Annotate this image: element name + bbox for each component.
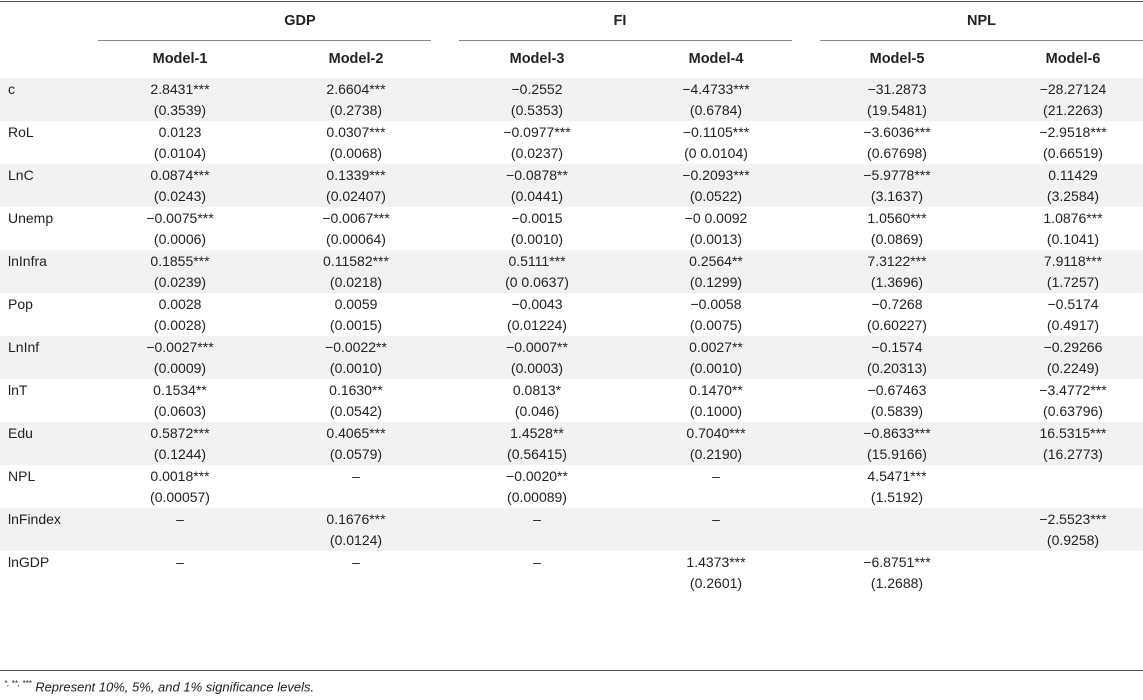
group-underline-npl	[820, 40, 1143, 41]
coefficient-value: −0.7268	[871, 296, 923, 312]
standard-error: (21.2263)	[1043, 101, 1103, 118]
variable-label: LnC	[8, 167, 34, 183]
standard-error: (0.67698)	[867, 144, 927, 161]
coefficient-cell	[641, 552, 791, 593]
footnote-text: Represent 10%, 5%, and 1% significance levels.	[31, 679, 315, 695]
coefficient-value: −0.0058	[690, 296, 742, 312]
standard-error: (0.1244)	[153, 445, 207, 462]
coefficient-cell	[998, 79, 1143, 120]
coefficient-cell	[462, 380, 612, 421]
coefficient-value: 0.4065***	[326, 425, 386, 441]
standard-error: (0.0579)	[329, 445, 383, 462]
coefficient-value: −0.0075***	[146, 210, 214, 226]
standard-error: (0.01224)	[507, 316, 567, 333]
coefficient-cell	[998, 294, 1143, 335]
standard-error: (0.0243)	[153, 187, 207, 204]
coefficient-cell	[641, 165, 791, 206]
coefficient-value: 0.0059	[334, 296, 378, 312]
coefficient-cell	[641, 122, 791, 163]
coefficient-value: 0.5872***	[150, 425, 210, 441]
standard-error: (0.1041)	[1046, 230, 1100, 247]
standard-error: (0.0003)	[510, 359, 564, 376]
table-footnote	[4, 679, 314, 694]
coefficient-cell	[998, 165, 1143, 206]
coefficient-cell	[641, 380, 791, 421]
coefficient-cell	[105, 165, 255, 206]
standard-error: (0.0124)	[329, 531, 383, 548]
standard-error: (0.20313)	[867, 359, 927, 376]
coefficient-value: −0.0027***	[146, 339, 214, 355]
coefficient-value: −0.0007**	[506, 339, 568, 355]
coefficient-cell	[105, 79, 255, 120]
variable-label: Edu	[8, 425, 33, 441]
coefficient-cell	[281, 337, 431, 378]
standard-error: (1.3696)	[870, 273, 924, 290]
coefficient-value: –	[712, 511, 720, 527]
standard-error: (0 0.0637)	[505, 273, 569, 290]
coefficient-value: −0.0043	[511, 296, 563, 312]
coefficient-cell	[641, 79, 791, 120]
significance-marks: *, **, ***	[4, 679, 32, 688]
standard-error: (0.56415)	[507, 445, 567, 462]
coefficient-value: −0.0022**	[325, 339, 387, 355]
coefficient-cell	[281, 122, 431, 163]
standard-error: (0.046)	[514, 402, 560, 419]
coefficient-value: 2.8431***	[150, 81, 210, 97]
model-header: Model-1	[152, 51, 208, 67]
coefficient-cell	[105, 294, 255, 335]
standard-error: (0.0010)	[510, 230, 564, 247]
standard-error: (0.1000)	[689, 402, 743, 419]
standard-error: (0.02407)	[326, 187, 386, 204]
coefficient-value: −0.0977***	[503, 124, 571, 140]
variable-label: lnT	[8, 382, 28, 398]
coefficient-value: −0.29266	[1043, 339, 1103, 355]
standard-error: (0.0075)	[689, 316, 743, 333]
standard-error: (3.1637)	[870, 187, 924, 204]
coefficient-value: 2.6604***	[326, 81, 386, 97]
coefficient-value: −0.0020**	[506, 468, 568, 484]
coefficient-value: –	[176, 511, 184, 527]
coefficient-cell	[822, 165, 972, 206]
coefficient-cell	[998, 122, 1143, 163]
coefficient-cell	[105, 466, 255, 507]
coefficient-value: −2.9518***	[1039, 124, 1107, 140]
standard-error: (0.0218)	[329, 273, 383, 290]
variable-label: NPL	[8, 468, 36, 484]
coefficient-cell	[105, 122, 255, 163]
coefficient-value: 0.1676***	[326, 511, 386, 527]
coefficient-cell	[281, 466, 431, 487]
coefficient-value: −5.9778***	[863, 167, 931, 183]
standard-error: (0.2738)	[329, 101, 383, 118]
variable-label: Unemp	[8, 210, 54, 226]
coefficient-cell	[998, 423, 1143, 464]
coefficient-cell	[998, 208, 1143, 249]
coefficient-value: 0.0028	[158, 296, 202, 312]
standard-error: (15.9166)	[867, 445, 927, 462]
coefficient-value: −0.1574	[871, 339, 923, 355]
coefficient-cell	[822, 294, 972, 335]
coefficient-cell	[105, 509, 255, 530]
coefficient-value: 0.0123	[158, 124, 202, 140]
coefficient-value: 0.0307***	[326, 124, 386, 140]
coefficient-value: −0.67463	[867, 382, 927, 398]
coefficient-cell	[462, 294, 612, 335]
group-underline-fi	[459, 40, 792, 41]
coefficient-cell	[105, 552, 255, 573]
coefficient-value: −2.5523***	[1039, 511, 1107, 527]
coefficient-cell	[998, 509, 1143, 550]
coefficient-cell	[641, 251, 791, 292]
table-bottom-rule	[0, 670, 1143, 671]
coefficient-value: 0.11582***	[323, 253, 389, 269]
standard-error: (0.3539)	[153, 101, 207, 118]
standard-error: (0.0522)	[689, 187, 743, 204]
coefficient-value: 0.0813*	[512, 382, 562, 398]
coefficient-value: –	[352, 554, 360, 570]
standard-error: (0.00064)	[326, 230, 386, 247]
coefficient-cell	[641, 423, 791, 464]
coefficient-cell	[281, 251, 431, 292]
standard-error: (0.00057)	[150, 488, 210, 505]
coefficient-value: 0.1470**	[689, 382, 743, 398]
model-header: Model-2	[328, 51, 384, 67]
coefficient-cell	[105, 423, 255, 464]
coefficient-value: 0.0874***	[150, 167, 210, 183]
coefficient-cell	[998, 337, 1143, 378]
coefficient-value: 16.5315***	[1039, 425, 1107, 441]
coefficient-value: −3.4772***	[1039, 382, 1107, 398]
coefficient-cell	[281, 294, 431, 335]
variable-label: c	[8, 81, 15, 97]
variable-label: lnGDP	[8, 554, 50, 570]
variable-label: LnInf	[8, 339, 40, 355]
coefficient-value: 1.0560***	[867, 210, 927, 226]
coefficient-cell	[641, 294, 791, 335]
model-header: Model-6	[1045, 51, 1101, 67]
coefficient-value: –	[533, 554, 541, 570]
coefficient-cell	[822, 251, 972, 292]
coefficient-value: –	[712, 468, 720, 484]
group-header-npl: NPL	[967, 13, 996, 29]
coefficient-value: −6.8751***	[863, 554, 931, 570]
coefficient-value: −28.27124	[1039, 81, 1107, 97]
coefficient-cell	[462, 251, 612, 292]
standard-error: (3.2584)	[1046, 187, 1100, 204]
coefficient-value: 0.0018***	[150, 468, 210, 484]
coefficient-value: –	[352, 468, 360, 484]
coefficient-cell	[462, 423, 612, 464]
coefficient-value: –	[176, 554, 184, 570]
standard-error: (0.0869)	[870, 230, 924, 247]
standard-error: (16.2773)	[1043, 445, 1103, 462]
standard-error: (0.60227)	[867, 316, 927, 333]
coefficient-value: 0.1855***	[150, 253, 210, 269]
standard-error: (1.5192)	[870, 488, 924, 505]
coefficient-cell	[822, 552, 972, 593]
standard-error: (19.5481)	[867, 101, 927, 118]
model-header: Model-3	[509, 51, 565, 67]
coefficient-cell	[462, 552, 612, 573]
coefficient-value: −0.5174	[1047, 296, 1099, 312]
coefficient-cell	[281, 380, 431, 421]
coefficient-cell	[105, 337, 255, 378]
coefficient-value: −31.2873	[867, 81, 927, 97]
coefficient-cell	[998, 380, 1143, 421]
standard-error: (0.0010)	[689, 359, 743, 376]
coefficient-value: −0.8633***	[863, 425, 931, 441]
standard-error: (0.6784)	[689, 101, 743, 118]
standard-error: (0.0441)	[510, 187, 564, 204]
standard-error: (0.0603)	[153, 402, 207, 419]
coefficient-value: 0.1339***	[326, 167, 386, 183]
coefficient-value: 7.9118***	[1043, 253, 1103, 269]
coefficient-value: −3.6036***	[863, 124, 931, 140]
coefficient-value: 0.1630**	[329, 382, 383, 398]
coefficient-cell	[462, 122, 612, 163]
coefficient-cell	[462, 165, 612, 206]
standard-error: (0.9258)	[1046, 531, 1100, 548]
coefficient-value: −0.0067***	[322, 210, 390, 226]
coefficient-cell	[281, 552, 431, 573]
standard-error: (0.63796)	[1043, 402, 1103, 419]
standard-error: (0.0237)	[510, 144, 564, 161]
coefficient-cell	[998, 251, 1143, 292]
coefficient-cell	[822, 208, 972, 249]
standard-error: (0.2249)	[1046, 359, 1100, 376]
standard-error: (0.0006)	[153, 230, 207, 247]
coefficient-value: 1.4373***	[686, 554, 746, 570]
coefficient-value: 4.5471***	[867, 468, 927, 484]
coefficient-value: –	[533, 511, 541, 527]
coefficient-cell	[822, 337, 972, 378]
coefficient-value: 0.0027**	[689, 339, 743, 355]
standard-error: (0.0542)	[329, 402, 383, 419]
coefficient-cell	[641, 208, 791, 249]
coefficient-cell	[641, 337, 791, 378]
standard-error: (0.1299)	[689, 273, 743, 290]
coefficient-value: −0 0.0092	[684, 210, 748, 226]
coefficient-value: −0.2552	[511, 81, 563, 97]
coefficient-cell	[105, 208, 255, 249]
standard-error: (0.5839)	[870, 402, 924, 419]
coefficient-value: 7.3122***	[867, 253, 927, 269]
standard-error: (0.0104)	[153, 144, 207, 161]
coefficient-value: −0.2093***	[682, 167, 750, 183]
model-header: Model-4	[688, 51, 744, 67]
coefficient-cell	[462, 208, 612, 249]
coefficient-cell	[281, 509, 431, 550]
coefficient-value: −0.0015	[511, 210, 563, 226]
coefficient-cell	[281, 423, 431, 464]
coefficient-cell	[822, 466, 972, 507]
coefficient-value: 1.4528**	[510, 425, 564, 441]
coefficient-cell	[822, 423, 972, 464]
coefficient-cell	[462, 79, 612, 120]
coefficient-cell	[641, 466, 791, 487]
table-top-rule	[0, 1, 1143, 2]
coefficient-value: −0.0878**	[506, 167, 568, 183]
coefficient-cell	[822, 122, 972, 163]
coefficient-cell	[105, 380, 255, 421]
standard-error: (0.2601)	[689, 574, 743, 591]
standard-error: (0.0010)	[329, 359, 383, 376]
coefficient-value: 1.0876***	[1043, 210, 1103, 226]
coefficient-cell	[462, 337, 612, 378]
standard-error: (0.0028)	[153, 316, 207, 333]
standard-error: (0.0015)	[329, 316, 383, 333]
standard-error: (0.0068)	[329, 144, 383, 161]
standard-error: (0.2190)	[689, 445, 743, 462]
standard-error: (0.0013)	[689, 230, 743, 247]
variable-label: lnFindex	[8, 511, 61, 527]
coefficient-cell	[822, 380, 972, 421]
standard-error: (0.66519)	[1043, 144, 1103, 161]
variable-label: lnInfra	[8, 253, 47, 269]
model-header: Model-5	[869, 51, 925, 67]
standard-error: (0.5353)	[510, 101, 564, 118]
standard-error: (0.4917)	[1046, 316, 1100, 333]
group-underline-gdp	[98, 40, 431, 41]
group-header-gdp: GDP	[284, 13, 316, 29]
coefficient-value: 0.11429	[1048, 167, 1098, 183]
variable-label: RoL	[8, 124, 34, 140]
coefficient-cell	[641, 509, 791, 530]
coefficient-value: 0.2564**	[689, 253, 743, 269]
coefficient-value: −0.1105***	[682, 124, 750, 140]
variable-label: Pop	[8, 296, 33, 312]
standard-error: (0.0009)	[153, 359, 207, 376]
coefficient-cell	[462, 509, 612, 530]
coefficient-cell	[281, 208, 431, 249]
coefficient-cell	[105, 251, 255, 292]
standard-error: (0 0.0104)	[684, 144, 748, 161]
coefficient-cell	[281, 165, 431, 206]
coefficient-cell	[822, 79, 972, 120]
coefficient-value: −4.4733***	[682, 81, 750, 97]
coefficient-value: 0.5111***	[508, 253, 566, 269]
standard-error: (0.00089)	[507, 488, 567, 505]
coefficient-value: 0.1534**	[153, 382, 207, 398]
group-header-fi: FI	[613, 13, 627, 29]
coefficient-cell	[281, 79, 431, 120]
coefficient-cell	[462, 466, 612, 507]
standard-error: (1.7257)	[1046, 273, 1100, 290]
coefficient-value: 0.7040***	[686, 425, 746, 441]
standard-error: (1.2688)	[870, 574, 924, 591]
standard-error: (0.0239)	[153, 273, 207, 290]
